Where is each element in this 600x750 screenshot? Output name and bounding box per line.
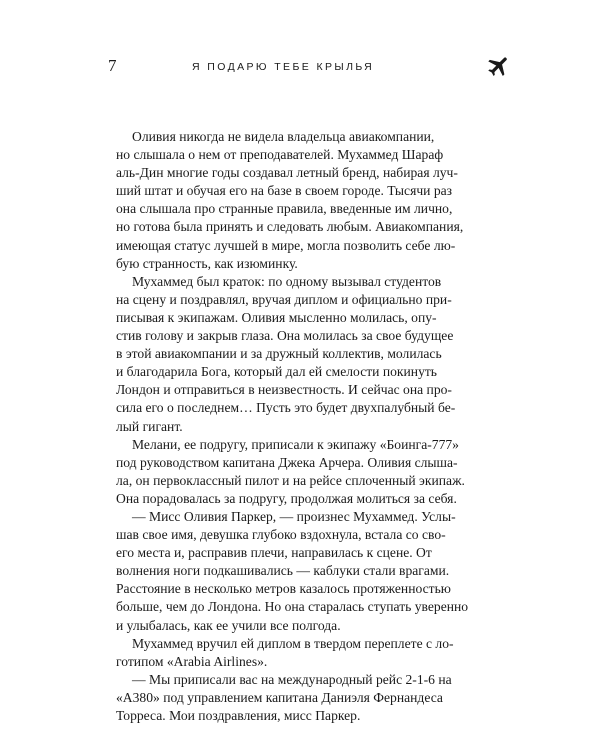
text-line: и благодарила Бога, который дал ей смелости покинуть xyxy=(116,364,438,380)
text-line: бую странность, как изюминку. xyxy=(116,255,298,271)
text-line: Оливия никогда не видела владельца авиакомпании, xyxy=(132,129,435,144)
paragraph xyxy=(116,273,484,436)
paragraph xyxy=(116,671,484,725)
text-line: волнения ноги подкашивались — каблуки стали врагами. xyxy=(116,563,450,579)
text-line: Мухаммед вручил ей диплом в твердом переплете с ло- xyxy=(132,635,454,651)
text-line: стив голову и закрыв глаза. Она молилась за свое будущее xyxy=(116,328,454,344)
text-line: больше, чем до Лондона. Но она старалась ступать уверенно xyxy=(116,599,469,615)
page-number: 7 xyxy=(108,56,117,75)
text-line: писывая к экипажам. Оливия мысленно молилась, опу- xyxy=(116,309,437,325)
text-line: готипом «Arabia Airlines». xyxy=(116,653,268,669)
body-text xyxy=(116,128,484,725)
text-line: его места и, расправив плечи, направилась к сцене. От xyxy=(116,545,432,561)
text-line: Лондон и отправиться в неизвестность. И сейчас она про- xyxy=(116,382,452,398)
airplane-icon xyxy=(486,53,512,79)
paragraph xyxy=(116,128,484,273)
text-line: под руководством капитана Джека Арчера. Оливия слыша- xyxy=(116,454,458,470)
text-line: Мухаммед был краток: по одному вызывал студентов xyxy=(132,273,442,289)
text-line: аль-Дин многие годы создавал летный бренд, набирая луч- xyxy=(116,165,458,181)
text-line: но слышала о нем от преподавателей. Мухаммед Шараф xyxy=(116,147,444,163)
text-line: Расстояние в несколько метров казалось протяженностью xyxy=(116,581,451,597)
paragraph xyxy=(116,508,484,635)
text-line: Она порадовалась за подругу, продолжая молиться за себя. xyxy=(116,490,457,506)
text-line: и улыбалась, как ее учили все полгода. xyxy=(116,617,341,633)
paragraph xyxy=(116,635,484,671)
text-line: на сцену и поздравлял, вручая диплом и официально при- xyxy=(116,291,452,307)
running-title: Я ПОДАРЮ ТЕБЕ КРЫЛЬЯ xyxy=(192,61,375,73)
text-line: «A380» под управлением капитана Даниэля Фернандеса xyxy=(116,689,443,705)
paragraph xyxy=(116,436,484,508)
text-line: Торреса. Мои поздравления, мисс Паркер. xyxy=(116,708,361,723)
text-line: в этой авиакомпании и за дружный коллектив, молилась xyxy=(116,346,442,362)
text-line: но готова была принять и следовать любым. Авиакомпания, xyxy=(116,219,464,235)
text-line: — Мы приписали вас на международный рейс 2-1-6 на xyxy=(132,671,452,687)
text-line: лый гигант. xyxy=(116,418,183,434)
page-header xyxy=(0,56,600,78)
text-line: Мелани, ее подругу, приписали к экипажу «Боинга-777» xyxy=(132,436,459,452)
text-line: она слышала про странные правила, введенные им лично, xyxy=(116,201,453,217)
text-line: ла, он первоклассный пилот и на рейсе сплоченный экипаж. xyxy=(116,472,465,488)
text-line: сила его о последнем… Пусть это будет двухпалубный бе- xyxy=(116,400,456,416)
text-line: — Мисс Оливия Паркер, — произнес Мухаммед. Услы- xyxy=(132,508,456,524)
text-line: имеющая статус лучшей в мире, могла позволить себе лю- xyxy=(116,237,456,253)
text-line: ший штат и обучая его на базе в своем городе. Тысячи раз xyxy=(116,183,453,199)
text-line: шав свое имя, девушка глубоко вздохнула, встала со сво- xyxy=(116,527,446,543)
